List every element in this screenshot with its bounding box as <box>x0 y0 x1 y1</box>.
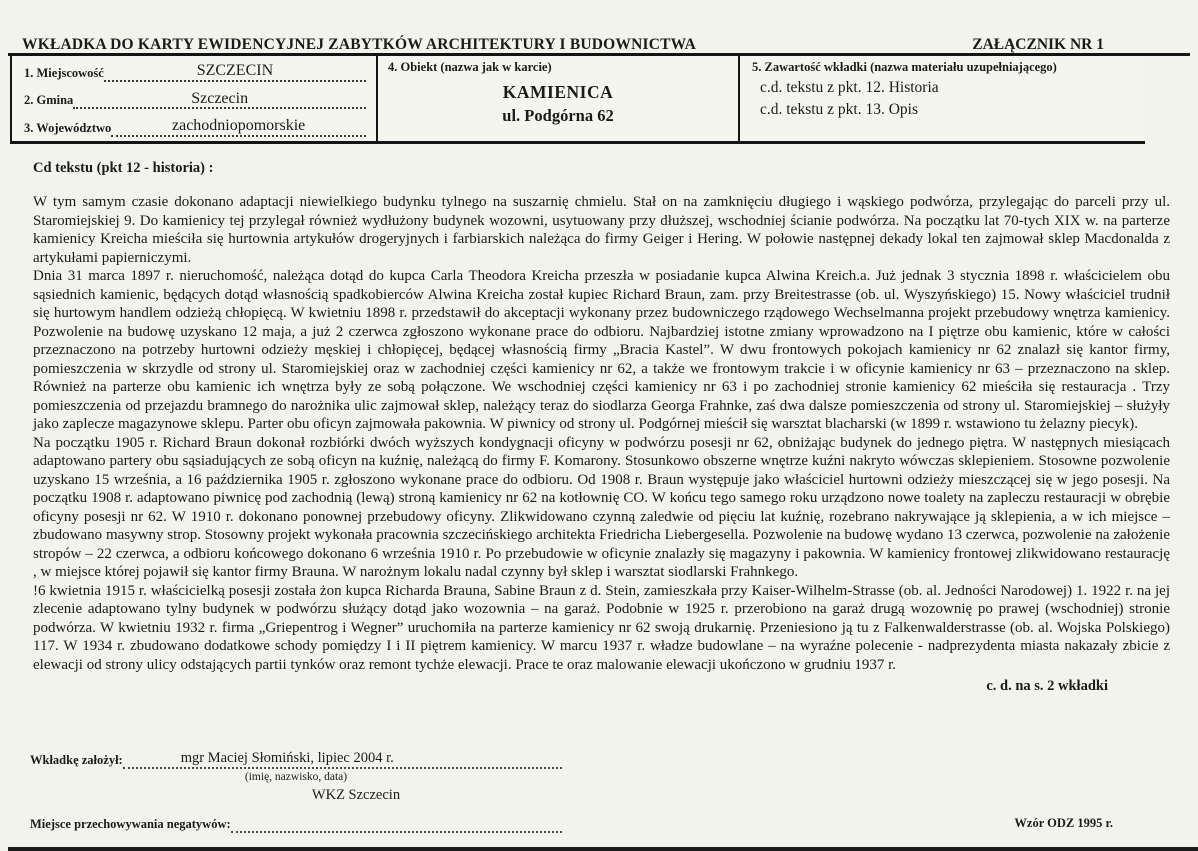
contents-label: 5. Zawartość wkładki (nazwa materiału uzupełniającego) <box>752 60 1057 74</box>
field-gmina <box>24 90 366 110</box>
founder-value: mgr Maciej Słomiński, lipiec 2004 r. <box>180 750 394 766</box>
object-name: KAMIENICA <box>502 82 614 102</box>
form-table <box>10 56 1145 144</box>
paragraph-1: W tym samym czasie dokonano adaptacji niewielkiego budynku tylnego na suszarnię chmielu. Stał on na zamknięciu długiego i wąskiego podwórza, przylegając do parceli przy ul. Staromiejskiej 9. Do kamienicy tej przylegał również wydłużony budynek wozowni, usytuowany przy dłuższej, wschodniej ścianie podwórza. Na początku lat 70-tych XIX w. na parterze kamienicy Kreicha mieściła się hurtownia artykułów drogeryjnych i farbiarskich należąca do firmy Geiger i Hering. W połowie następnej dekady lokal ten zajmował sklep Macdonalda z artykułami papierniczymi. <box>33 194 1170 266</box>
field-miejscowosc <box>24 62 366 82</box>
annex-label: ZAŁĄCZNIK NR 1 <box>972 36 1104 53</box>
founder-hint: (imię, nazwisko, data) <box>244 771 348 784</box>
body-heading: Cd tekstu (pkt 12 - historia) : <box>33 160 214 176</box>
form-pattern-note: Wzór ODZ 1995 r. <box>1014 815 1113 830</box>
field-wojewodztwo-value: zachodniopomorskie <box>111 117 366 137</box>
contents-line-1: c.d. tekstu z pkt. 12. Historia <box>760 79 939 96</box>
founder-row <box>30 750 562 769</box>
document-footer <box>30 750 1170 833</box>
founder-signature-line <box>123 750 562 769</box>
paragraph-4: !6 kwietnia 1915 r. właścicielką posesji została żon kupca Richarda Brauna, Sabine Braun z d. Stein, zamieszkała przy Kaiser-Wilhelm-Strasse (ob. al. Jedności Narodowej) 1. 1922 r. na jej zlecenie adaptowano tylny budynek w podwórzu służący dotąd jako wozownia – na garaż. Podobnie w 1925 r. przerobiono na garaż drugą wozownię po prawej (wschodniej) stronie podwórza. W kwietniu 1932 r. firma „Griepentrog i Wegner” uruchomiła na parterze kamienicy nr 62 swoją drukarnię. Przeniesiono ją tu z Falkenwalderstrasse (ob. al. Wojska Polskiego) 117. W 1934 r. zbudowano dodatkowe schody pomiędzy I i II piętrem kamienicy. W marcu 1937 r. władze budowlane – na wyraźne polecenie - nadprezydenta miasta nakazały zbicie z elewacji od strony ulicy odstających partii tynków oraz remont tychże elewacji. Prace te oraz malowanie elewacji ukończono w grudniu 1937 r. <box>33 582 1170 673</box>
negatives-label: Miejsce przechowywania negatywów: <box>30 816 231 831</box>
field-miejscowosc-label: 1. Miejscowość <box>24 65 104 80</box>
scan-edge-bar <box>8 847 1198 851</box>
field-gmina-value: Szczecin <box>73 90 366 110</box>
paragraph-3: Na początku 1905 r. Richard Braun dokonał rozbiórki dwóch wyższych kondygnacji oficyny w podwórzu posesji nr 62, obniżając budynek do jednego piętra. W następnych miesiącach adaptowano partery obu sąsiadujących ze sobą oficyn na kuźnię, należącą do firmy F. Komarony. Stosunkowo obszerne wnętrze kuźni nakryto wówczas sklepieniem. Stosowne pozwolenie uzyskano 15 września, a 16 października 1905 r. zgłoszono wykonane prace do odbioru. Od 1908 r. Braun występuje jako właściciel hurtowni odzieży mieszczącej się w jego posesji. Na początku 1908 r. adaptowano piwnicę pod zachodnią (lewą) stroną kamienicy nr 62 na kotłownię CO. W końcu tego samego roku urządzono nowe toalety na zapleczu restauracji w obrębie oficyny posesji nr 62. W 1910 r. dokonano ponownej przebudowy oficyny. Zlikwidowano czynną zaledwie od pięciu lat kuźnię, rozebrano nakrywające ją sklepienia, a w ich miejsce – zbudowano masywny strop. Stosowny projekt wykonała pracownia szczecińskiego architekta Friedricha Liebergesella. Pozwolenie na budowę wydano 13 czerwca, pozwolenie na założenie stropów – 22 czerwca, a odbioru końcowego dokonano 6 września 1910 r. Po przebudowie w oficynie znalazły się magazyny i pakownia. W kamienicy frontowej zlikwidowano restaurację , w miejsce której pojawił się kantor firmy Brauna. W narożnym lokalu nadal czynny był sklep i warsztat siodlarski Frahnkego. <box>33 434 1170 580</box>
continuation-note: c. d. na s. 2 wkładki <box>986 678 1108 694</box>
document-header <box>22 36 1184 54</box>
field-wojewodztwo-label: 3. Województwo <box>24 121 112 135</box>
field-miejscowosc-value: SZCZECIN <box>104 62 366 82</box>
object-column <box>378 56 740 141</box>
field-gmina-label: 2. Gmina <box>24 93 74 108</box>
history-text-section <box>33 160 1170 695</box>
object-label: 4. Obiekt (nazwa jak w karcie) <box>388 60 552 74</box>
page-title: WKŁADKA DO KARTY EWIDENCYJNEJ ZABYTKÓW ARCHITEKTURY I BUDOWNICTWA <box>22 36 697 53</box>
object-address: ul. Podgórna 62 <box>502 106 614 125</box>
field-wojewodztwo <box>24 117 366 137</box>
founder-label: Wkładkę założył: <box>30 753 123 768</box>
paragraph-2: Dnia 31 marca 1897 r. nieruchomość, należąca dotąd do kupca Carla Theodora Kreicha przeszła w posiadanie kupca Alwina Kreich.a. Już jednak 3 stycznia 1898 r. właścicielem obu sąsiednich kamienic, będących dotąd własnością spadkobierców Alwina Kreicha został kupiec Richard Braun, zam. przy Breitestrasse (ob. ul. Wyszyńskiego) 15. Nowy właściciel trudnił się hurtowym handlem odzieżą chłopięcą. W kwietniu 1898 r. przedstawił do akceptacji wykonany przez budowniczego rządowego Wechselmanna projekt przebudowy wnętrza kamienicy. Pozwolenie na budowę uzyskano 12 maja, a już 2 czerwca zgłoszono wykonane prace do odbioru. Najbardziej istotne zmiany wprowadzono na I piętrze obu kamienic, które w całości przeznaczono na potrzeby hurtowni odzieży męskiej i chłopięcej, będącej własnością firmy „Bracia Kastel”. W dwu frontowych pokojach kamienicy nr 62 znalazł się kantor firmy, pomieszczenia w skrzydle od strony ul. Staromiejskiej oraz w zachodniej części kamienicy nr 62, a także we frontowym trakcie i w oficynie kamienicy nr 63 – przeznaczono na sklep. Również na parterze obu kamienic ich wnętrza były ze sobą połączone. We wschodniej części kamienicy nr 63 i po zachodniej stronie kamienicy 62 mieściła się restauracja . Trzy pomieszczenia od przejazdu bramnego do narożnika ulic zajmował sklep, należący teraz do siodlarza Georga Frahnke, zaś dwa dalsze pomieszczenia od strony ul. Staromiejskiej – służyły jako zaplecze magazynowe sklepu. Parter obu oficyn zajmowała pakownia. W piwnicy od strony ul. Podgórnej mieścił się warsztat blacharski (w 1899 r. wstawiono tu żelazny piecyk). <box>33 268 1170 432</box>
negatives-row <box>30 813 562 832</box>
location-fields-column <box>12 56 378 141</box>
founder-organization: WKZ Szczecin <box>311 787 401 804</box>
contents-line-2: c.d. tekstu z pkt. 13. Opis <box>760 101 918 118</box>
contents-column <box>740 56 1145 141</box>
negatives-blank-line <box>231 813 562 832</box>
